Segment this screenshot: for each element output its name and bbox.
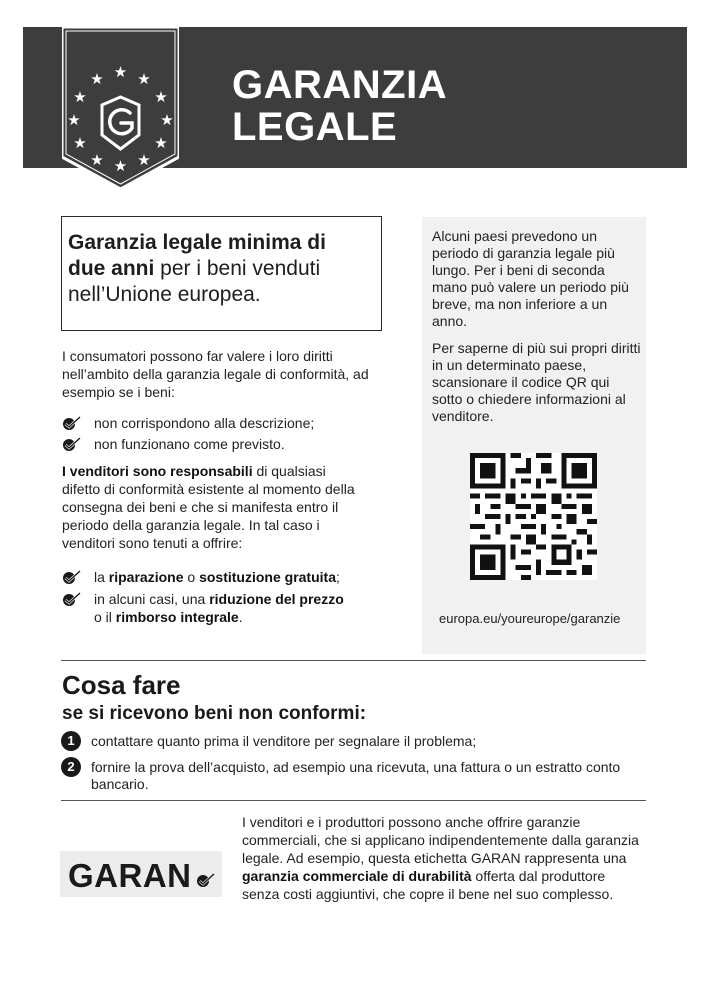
check-mark-icon <box>62 436 82 452</box>
sellers-text: di qualsiasi difetto di conformità esistente al momento della consegna dei beni e che si manifesta entro il periodo della garanzia legale. In tal caso i venditori sono tenuti a offrire: <box>62 463 355 551</box>
svg-text:★: ★ <box>113 63 128 81</box>
intro-rest-1: per i beni venduti <box>154 257 321 280</box>
svg-text:★: ★ <box>90 151 104 169</box>
remedy-1-b2: sostituzione gratuita <box>199 569 336 585</box>
rights-intro: I consumatori possono far valere i loro diritti nell’ambito della garanzia legale di conformità, ad esempio se i beni: <box>62 348 369 400</box>
qr-code-icon <box>470 453 597 580</box>
svg-text:★: ★ <box>154 134 168 152</box>
intro-line-3: nell’Unione europea. <box>68 283 261 306</box>
remedy-1-b1: riparazione <box>108 569 184 585</box>
intro-bold-1: Garanzia legale minima di <box>68 231 326 254</box>
shield-g-stars-icon <box>62 27 179 189</box>
check-mark-icon <box>62 415 82 431</box>
remedy-1-mid: o <box>183 569 200 585</box>
remedy-2-mid: o il <box>94 609 116 625</box>
guarantee-url[interactable]: europa.eu/youreurope/garanzie <box>439 611 621 626</box>
check-mark-icon <box>62 591 82 607</box>
svg-text:★: ★ <box>73 134 87 152</box>
svg-text:★: ★ <box>137 70 151 88</box>
remedy-2-pre: in alcuni casi, una <box>94 591 210 607</box>
divider-bottom <box>61 800 646 801</box>
svg-text:★: ★ <box>137 151 151 169</box>
svg-text:★: ★ <box>113 157 128 175</box>
garan-check-icon <box>196 872 216 888</box>
commercial-text-1: I venditori e i produttori possono anche offrire garanzie commerciali, che si applicano indipendentemente dalla garanzia legale. Ad esempio, questa etichetta GARAN rappresenta una <box>242 814 639 866</box>
page-title <box>232 64 447 148</box>
divider-top <box>61 660 646 661</box>
svg-text:★: ★ <box>67 111 81 129</box>
step-number-2: 2 <box>61 757 81 777</box>
step-text-2: fornire la prova dell’acquisto, ad esempio una ricevuta, una fattura o un estratto conto bancario. <box>91 759 621 792</box>
commercial-text-2: offerta dal produttore senza costi aggiuntivi, che copre il bene nel suo complesso. <box>242 868 614 902</box>
sellers-bold: I venditori sono responsabili <box>62 463 253 479</box>
commercial-paragraph <box>242 813 642 903</box>
garan-label-text: GARAN <box>68 857 192 894</box>
remedy-2-post: . <box>238 609 243 625</box>
commercial-bold: garanzia commerciale di durabilità <box>242 868 472 884</box>
side-para-1: Alcuni paesi prevedono un periodo di garanzia legale più lungo. Per i beni di seconda mano può valere un periodo più breve, ma non inferiore a un anno. <box>432 228 629 329</box>
svg-text:★: ★ <box>73 88 87 106</box>
section-subtitle: se si ricevono beni non conformi: <box>62 703 367 724</box>
title-line-2: LEGALE <box>232 105 398 149</box>
svg-text:★: ★ <box>160 111 174 129</box>
section-title: Cosa fare <box>62 670 181 700</box>
remedy-2-b1: riduzione del prezzo <box>209 591 344 607</box>
sellers-paragraph <box>62 462 362 552</box>
side-para-2: Per saperne di più sui propri diritti in un determinato paese, scansionare il codice QR qui sotto o chiedere informazioni al venditore. <box>432 340 641 424</box>
rights-item-2: non funzionano come previsto. <box>94 436 285 452</box>
remedy-1-pre: la <box>94 569 109 585</box>
remedy-1-post: ; <box>335 569 340 585</box>
rights-item-1: non corrispondono alla descrizione; <box>94 415 315 431</box>
svg-text:★: ★ <box>154 88 168 106</box>
svg-text:★: ★ <box>90 70 104 88</box>
check-mark-icon <box>62 569 82 585</box>
remedy-2-b2: rimborso integrale <box>115 609 239 625</box>
intro-box <box>61 216 382 331</box>
step-text-1: contattare quanto prima il venditore per segnalare il problema; <box>91 733 477 749</box>
step-number-1: 1 <box>61 731 81 751</box>
intro-bold-2: due anni <box>68 257 155 280</box>
title-line-1: GARANZIA <box>232 63 448 107</box>
